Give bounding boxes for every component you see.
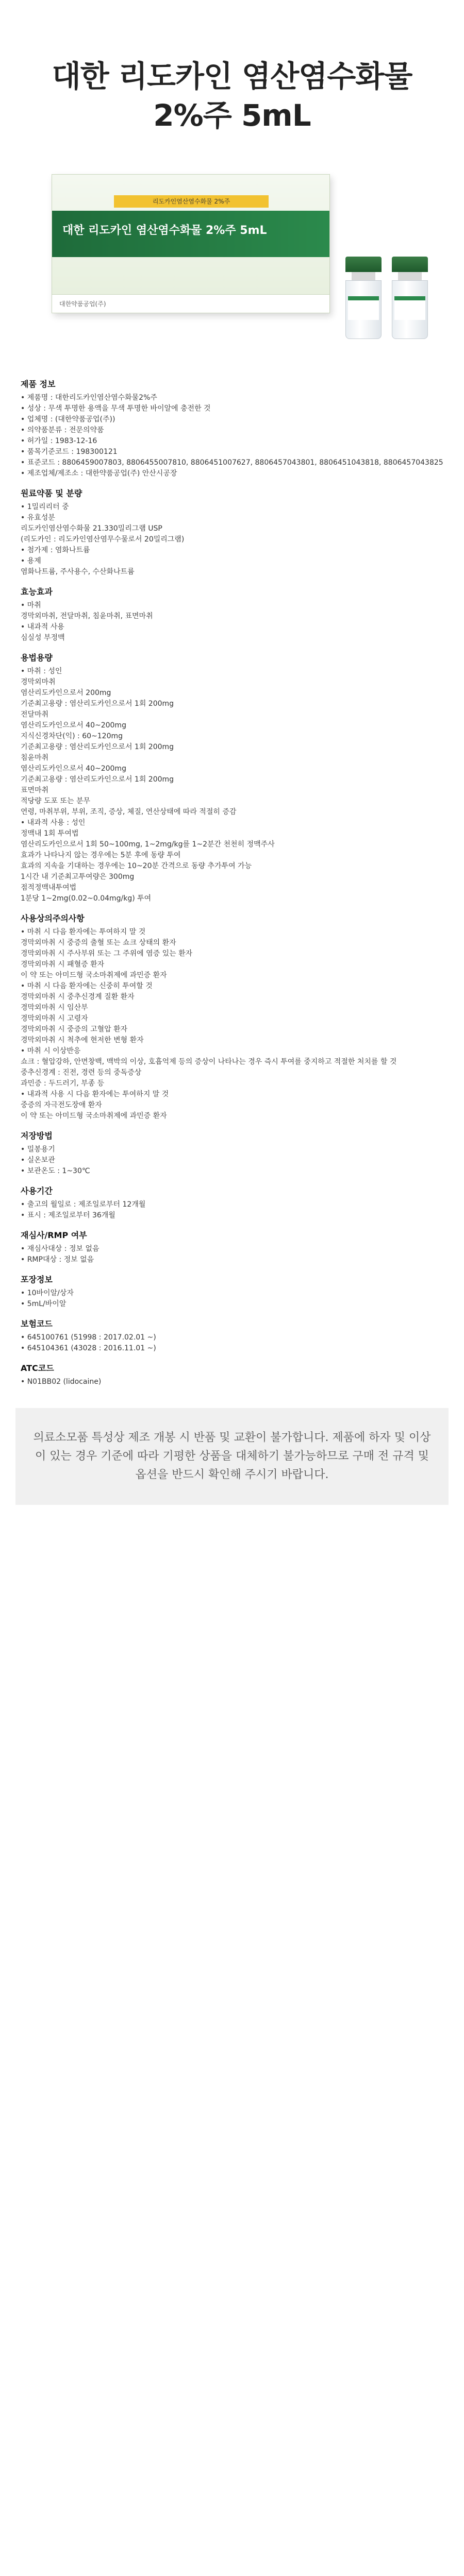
section-line: • 제조업체/제조소 : 대한약품공업(주) 안산시공장: [21, 469, 177, 478]
info-section: [21, 912, 443, 1122]
section-line: 정맥내 1회 투여법: [21, 829, 79, 838]
section-line: • 표시 : 제조일로부터 36개월: [21, 1211, 115, 1219]
product-title: [0, 0, 464, 135]
section-line: 염산리도카인으로서 40~200mg: [21, 721, 126, 730]
section-line: 심실성 부정맥: [21, 634, 65, 642]
product-box: [52, 174, 330, 313]
section-line: 경막외마취 시 중증의 고혈압 환자: [21, 1025, 128, 1033]
section-line: • 645100761 (51998 : 2017.02.01 ~): [21, 1333, 156, 1342]
section-heading: 사용상의주의사항: [21, 913, 85, 923]
section-line: 점적정맥내투여법: [21, 884, 77, 892]
section-line: 중증의 자극전도장애 환자: [21, 1101, 102, 1109]
section-line: 효과가 나타나지 않는 경우에는 5분 후에 동량 투여: [21, 851, 181, 859]
section-line: • 10바이알/상자: [21, 1289, 74, 1297]
section-line: • 재심사대상 : 정보 없음: [21, 1245, 100, 1253]
section-line: • 내과적 사용: [21, 623, 64, 631]
section-line: • 마취 시 이상반응: [21, 1047, 81, 1055]
section-line: • 5mL/바이알: [21, 1300, 67, 1308]
section-line: 염산리도카인으로서 200mg: [21, 689, 111, 697]
section-heading: 포장정보: [21, 1275, 53, 1284]
section-line: 기준최고용량 : 염산리도카인으로서 1회 200mg: [21, 700, 174, 708]
section-line: • 645104361 (43028 : 2016.11.01 ~): [21, 1344, 156, 1352]
section-heading: 제품 정보: [21, 379, 56, 389]
section-heading: 효능효과: [21, 587, 53, 597]
info-section: [21, 378, 443, 479]
box-stripe-text: 대한 리도카인 염산염수화물 2%주 5mL: [62, 224, 267, 237]
section-line: 경막외마취 시 패혈증 환자: [21, 960, 105, 969]
section-line: 1시간 내 기준최고투여량은 300mg: [21, 873, 135, 881]
info-section: [21, 1229, 443, 1265]
notice-text: 의료소모품 특성상 제조 개봉 시 반품 및 교환이 불가합니다. 제품에 하자 및 이상이 있는 경우 기준에 따라 기평한 상품을 대체하기 불가능하므로 구매 전 규격 및 옵션을 반드시 확인해 주시기 바랍니다.: [33, 1431, 431, 1481]
section-line: • N01BB02 (lidocaine): [21, 1378, 102, 1386]
section-heading: 용법용량: [21, 653, 53, 663]
section-heading: 저장방법: [21, 1131, 53, 1141]
product-title-line1: 대한 리도카인 염산염수화물: [52, 59, 412, 94]
section-line: 전달마취: [21, 710, 49, 719]
section-line: • 실온보관: [21, 1156, 55, 1164]
section-line: • 업체명 : (대한약품공업(주)): [21, 415, 115, 423]
info-section: [21, 487, 443, 578]
section-line: • 1밀리리터 중: [21, 503, 69, 511]
info-section: [21, 1318, 443, 1354]
section-heading: 재심사/RMP 여부: [21, 1230, 87, 1240]
section-line: 경막외마취: [21, 678, 56, 686]
section-line: • 출고의 월일로 : 제조일로부터 12개월: [21, 1200, 146, 1209]
section-line: • 제품명 : 대한리도카인염산염수화물2%주: [21, 394, 157, 402]
info-section: [21, 1362, 443, 1387]
section-line: 적당량 도포 또는 분무: [21, 797, 91, 805]
section-line: 경막외마취 시 척추에 현저한 변형 환자: [21, 1036, 144, 1044]
section-heading: 사용기간: [21, 1186, 53, 1196]
section-line: 경막외마취, 전달마취, 침윤마취, 표면마취: [21, 612, 153, 620]
section-line: (리도카인 : 리도카인염산염무수물로서 20밀리그램): [21, 535, 185, 544]
section-line: • 의약품분류 : 전문의약품: [21, 426, 104, 434]
section-line: 중추신경계 : 진전, 경련 등의 중독증상: [21, 1069, 142, 1077]
section-line: 경막외마취 시 중증의 출혈 또는 쇼크 상태의 환자: [21, 939, 176, 947]
box-footer: 대한약품공업(주): [52, 294, 329, 313]
section-line: 경막외마취 시 주사부위 또는 그 주위에 염증 있는 환자: [21, 950, 193, 958]
section-line: 연령, 마취부위, 부위, 조직, 증상, 체질, 연산상태에 따라 적절히 증감: [21, 808, 237, 816]
section-line: 표면마취: [21, 786, 49, 794]
vial-image: [392, 257, 428, 339]
section-line: 효과의 지속을 기대하는 경우에는 10~20분 간격으로 동량 추가투여 가능: [21, 862, 252, 870]
section-line: 과민증 : 두드러기, 부종 등: [21, 1079, 105, 1088]
section-heading: 원료약품 및 분량: [21, 488, 82, 498]
section-line: • 내과적 사용 시 다음 환자에는 투여하지 말 것: [21, 1090, 169, 1098]
section-line: • 허가일 : 1983-12-16: [21, 437, 97, 445]
section-line: • 마취 : 성인: [21, 667, 62, 675]
section-line: 기준최고용량 : 염산리도카인으로서 1회 200mg: [21, 743, 174, 751]
section-line: 지식신경차단(익) : 60~120mg: [21, 732, 123, 740]
section-heading: ATC코드: [21, 1363, 54, 1373]
section-line: • RMP대상 : 정보 없음: [21, 1256, 94, 1264]
section-line: 염산리도카인으로서 1회 50~100mg, 1~2mg/kg를 1~2분간 천천히 정맥주사: [21, 840, 275, 849]
section-line: • 첨가제 : 염화나트륨: [21, 546, 90, 554]
section-line: • 용제: [21, 557, 41, 565]
info-section: [21, 586, 443, 643]
section-line: 염산리도카인으로서 40~200mg: [21, 765, 126, 773]
section-line: 이 약 또는 아미드형 국소마취제에 과민증 환자: [21, 971, 167, 979]
section-line: 기준최고용량 : 염산리도카인으로서 1회 200mg: [21, 775, 174, 784]
return-policy-notice: [15, 1408, 449, 1505]
section-line: • 밀봉용기: [21, 1145, 55, 1154]
section-line: • 마취 시 다음 환자에는 투여하지 말 것: [21, 928, 146, 936]
info-section: [21, 1274, 443, 1310]
section-line: • 품목기준코드 : 198300121: [21, 448, 118, 456]
product-image: [31, 154, 433, 354]
section-line: 이 약 또는 아미드형 국소마취제에 과민증 환자: [21, 1112, 167, 1120]
section-line: • 보관온도 : 1~30℃: [21, 1167, 90, 1175]
info-section: [21, 1185, 443, 1221]
section-line: 쇼크 : 혈압강하, 안면창백, 맥박의 이상, 호흡억제 등의 증상이 나타나는 경우 즉시 투여를 중지하고 적절한 처치를 할 것: [21, 1058, 397, 1066]
vial-image: [345, 257, 382, 339]
box-label-band: 리도카인염산염수화물 2%주: [114, 195, 269, 208]
product-info: [0, 354, 464, 1387]
section-line: 경막외마취 시 고령자: [21, 1014, 88, 1023]
section-heading: 보험코드: [21, 1319, 53, 1329]
section-line: 리도카인염산염수화물 21.330밀리그램 USP: [21, 524, 162, 533]
section-line: • 내과적 사용 : 성인: [21, 819, 86, 827]
section-line: 경막외마취 시 임산부: [21, 1004, 88, 1012]
section-line: • 표준코드 : 8806459007803, 8806455007810, 8806451007627, 8806457043801, 8806451043818, 8806457043825: [21, 459, 443, 467]
section-line: • 마취: [21, 601, 41, 609]
section-line: • 마취 시 다음 환자에는 신중히 투여할 것: [21, 982, 153, 990]
info-section: [21, 652, 443, 904]
section-line: • 유효성분: [21, 514, 55, 522]
info-section: [21, 1130, 443, 1177]
section-line: • 성상 : 무색 투명한 용액을 무색 투명한 바이알에 충전한 것: [21, 404, 211, 413]
section-line: 염화나트륨, 주사용수, 수산화나트륨: [21, 568, 135, 576]
product-title-line2: 2%주 5mL: [153, 98, 311, 133]
section-line: 경막외마취 시 중추신경계 질환 환자: [21, 993, 135, 1001]
section-line: 침윤마취: [21, 754, 49, 762]
section-line: 1분당 1~2mg(0.02~0.04mg/kg) 투여: [21, 894, 152, 903]
